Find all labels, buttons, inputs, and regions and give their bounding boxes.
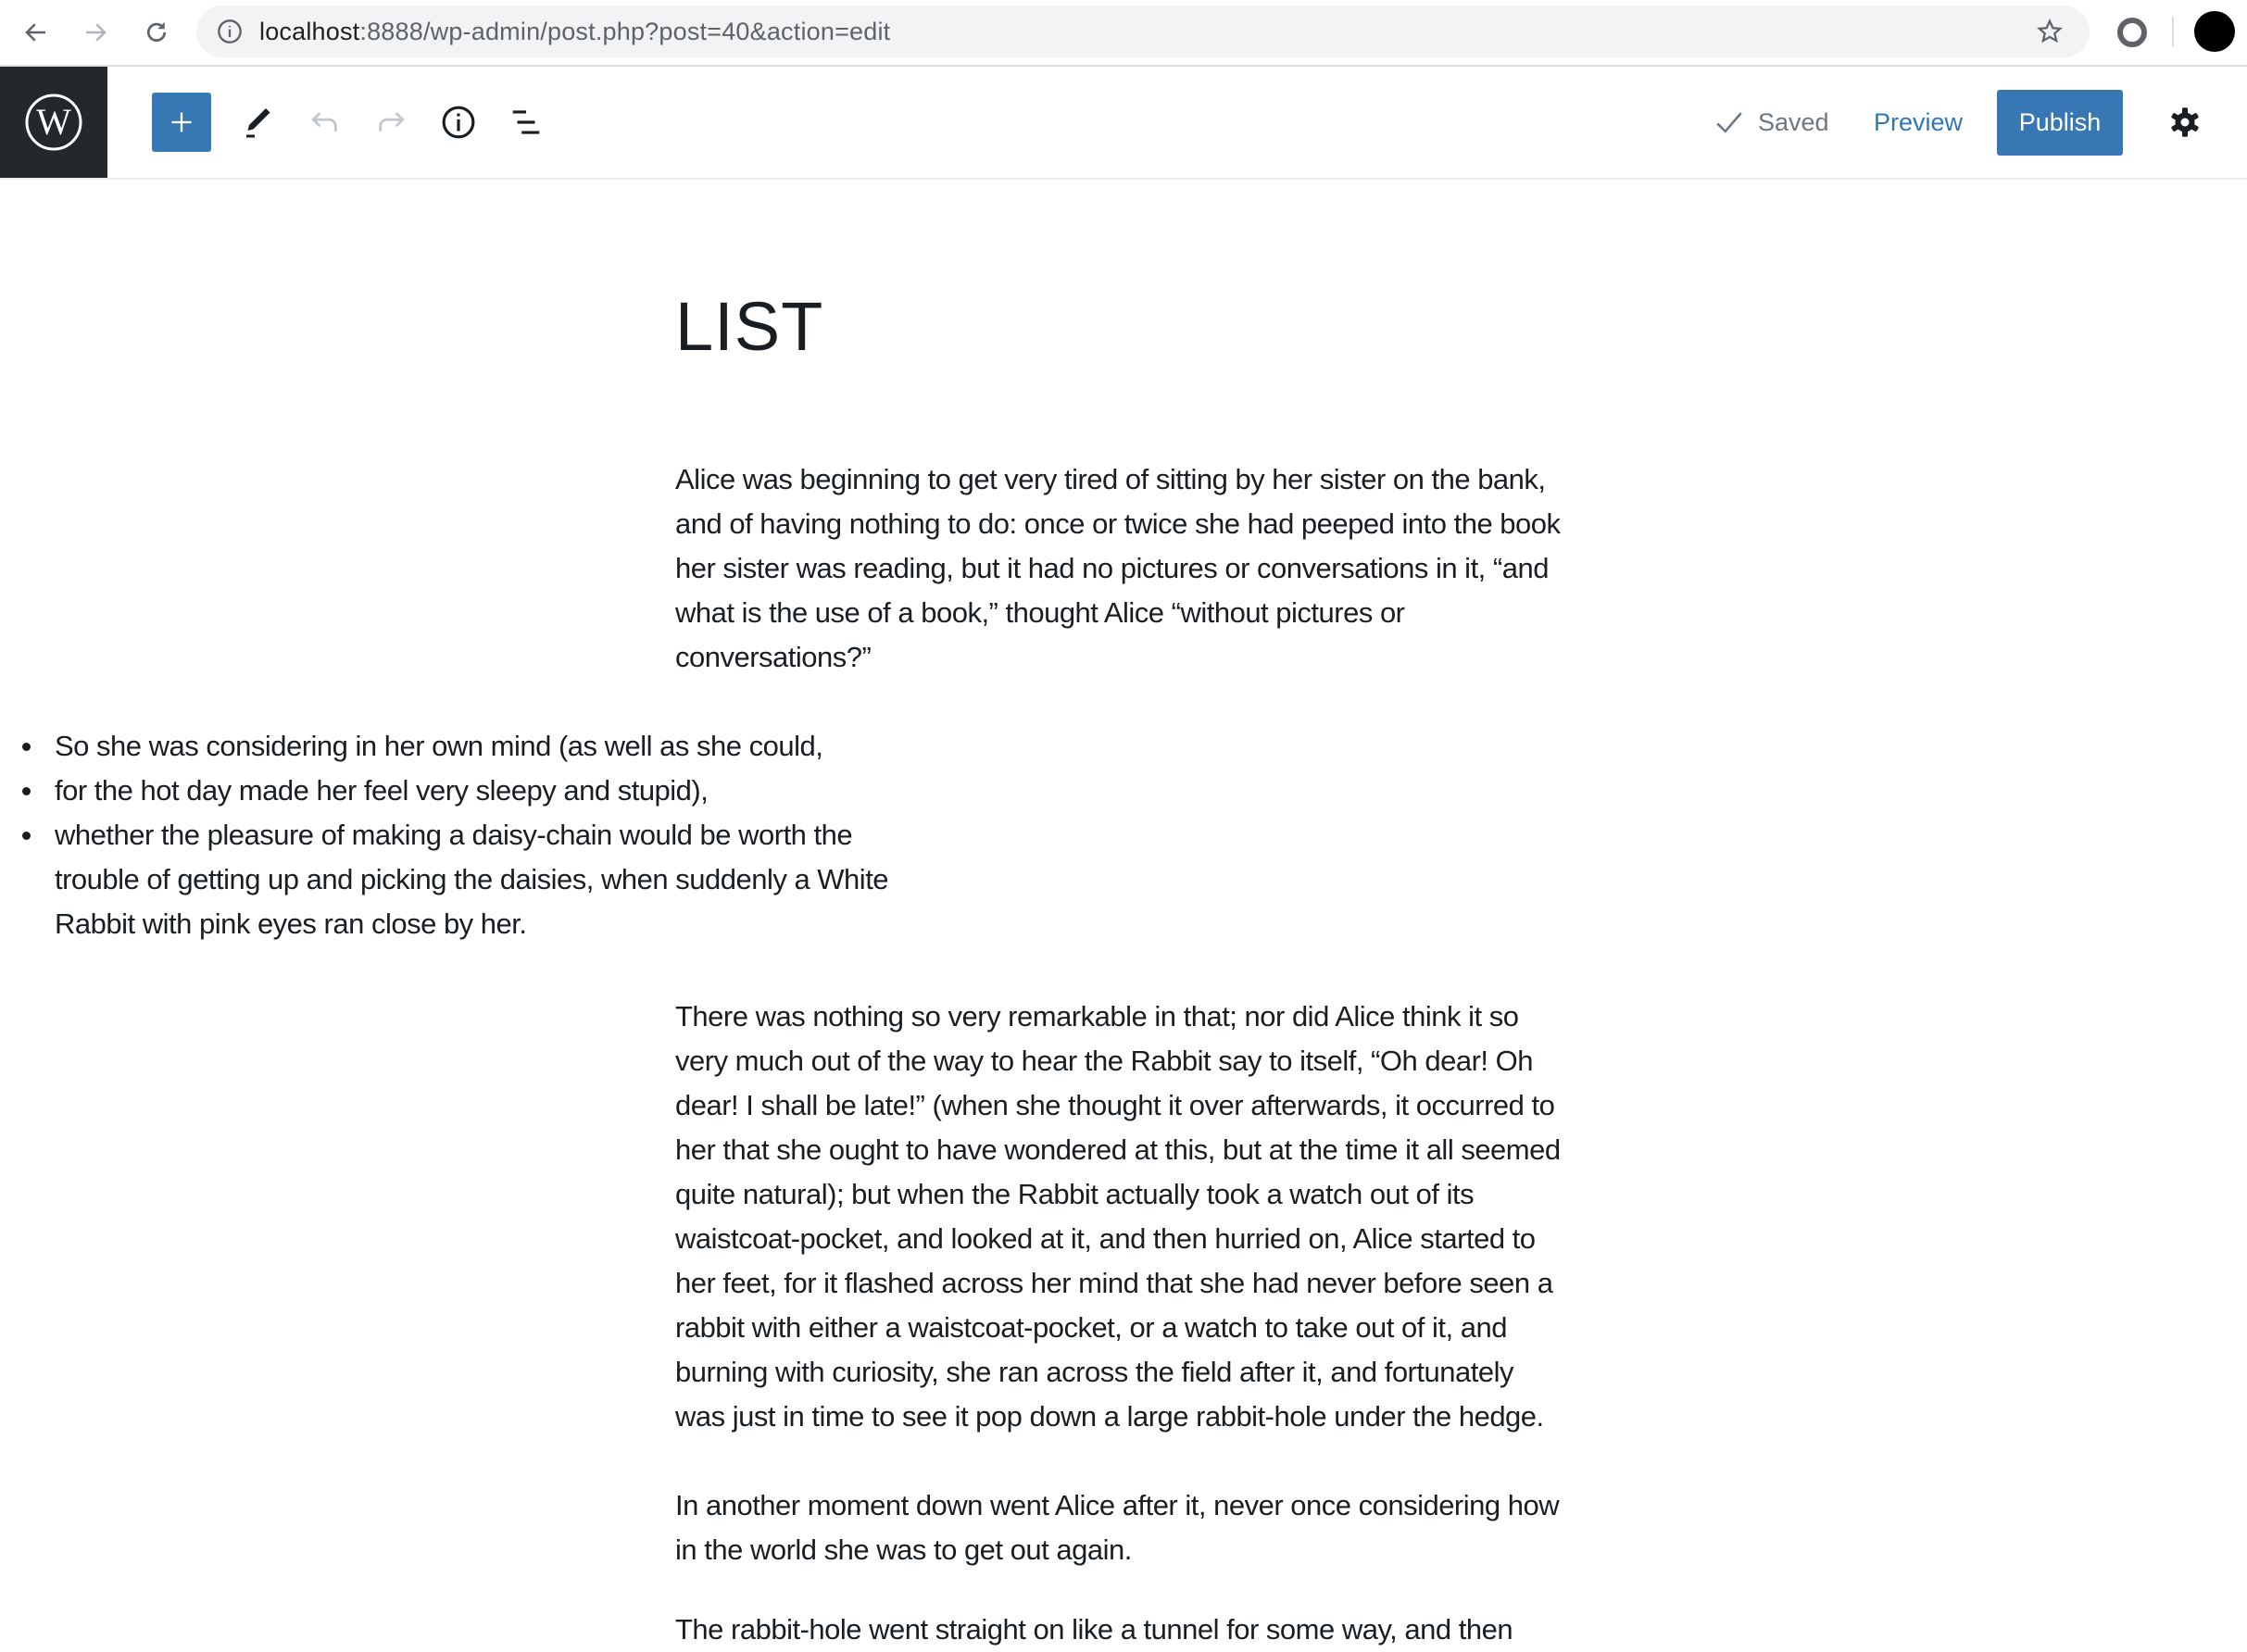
paragraph-line: was just in time to see it pop down a large rabbit-hole under the hedge.	[675, 1400, 1544, 1433]
paragraph-line: rabbit with either a waistcoat-pocket, or a watch to take out of it, and	[675, 1311, 1507, 1344]
paragraph-line: quite natural); but when the Rabbit actually took a watch out of its	[675, 1178, 1475, 1210]
paragraph-block[interactable]	[675, 1483, 1559, 1572]
paragraph-line: Alice was beginning to get very tired of sitting by her sister on the bank,	[675, 463, 1546, 495]
paragraph-line: her sister was reading, but it had no pictures or conversations in it, “and	[675, 552, 1549, 584]
info-icon[interactable]	[217, 19, 243, 44]
reload-icon	[143, 19, 170, 46]
list-item[interactable]	[19, 724, 888, 769]
divider	[2172, 17, 2174, 46]
add-block-button[interactable]	[152, 93, 211, 152]
paragraph-line: in the world she was to get out again.	[675, 1533, 1132, 1566]
paragraph-block[interactable]	[675, 1608, 1513, 1652]
check-icon	[1713, 106, 1745, 138]
list-item[interactable]	[19, 813, 888, 946]
bullet-icon	[22, 832, 31, 840]
paragraph-block[interactable]	[675, 995, 1561, 1439]
paragraph-line: very much out of the way to hear the Rabbit say to itself, “Oh dear! Oh	[675, 1045, 1533, 1077]
undo-button[interactable]	[295, 93, 355, 152]
gear-icon	[2168, 106, 2202, 139]
address-bar[interactable]	[196, 6, 2090, 57]
paragraph-line: and of having nothing to do: once or twice she had peeped into the book	[675, 507, 1561, 540]
wordpress-logo-button[interactable]	[0, 67, 107, 178]
settings-button[interactable]	[2155, 93, 2215, 152]
paragraph-line: conversations?”	[675, 641, 872, 673]
list-item-line: for the hot day made her feel very sleepy and stupid),	[55, 774, 709, 807]
plus-icon	[169, 109, 195, 135]
svg-text:W: W	[36, 101, 71, 143]
bullet-icon	[22, 743, 31, 751]
reload-button[interactable]	[137, 13, 176, 52]
profile-avatar[interactable]	[2194, 11, 2235, 52]
list-view-icon	[508, 105, 544, 140]
paragraph-line: her that she ought to have wondered at this, but at the time it all seemed	[675, 1133, 1561, 1166]
url-text[interactable]	[259, 6, 890, 57]
post-title[interactable]: LIST	[675, 288, 824, 365]
list-item-line: trouble of getting up and picking the daisies, when suddenly a White	[55, 863, 889, 895]
forward-button[interactable]	[76, 13, 115, 52]
paragraph-block[interactable]	[675, 457, 1561, 680]
arrow-left-icon	[22, 19, 50, 46]
block-navigation-button[interactable]	[496, 93, 556, 152]
arrow-right-icon	[82, 19, 109, 46]
url-path: :8888/wp-admin/post.php?post=40&action=edit	[359, 18, 891, 45]
paragraph-line: waistcoat-pocket, and looked at it, and then hurried on, Alice started to	[675, 1222, 1536, 1255]
list-item-line: So she was considering in her own mind (as well as she could,	[55, 730, 823, 762]
paragraph-line: The rabbit-hole went straight on like a tunnel for some way, and then	[675, 1613, 1513, 1646]
info-icon	[441, 105, 476, 140]
saved-indicator	[1713, 93, 1829, 152]
paragraph-line: her feet, for it flashed across her mind that she had never before seen a	[675, 1267, 1553, 1299]
list-block[interactable]	[19, 724, 888, 946]
saved-label: Saved	[1758, 107, 1829, 136]
star-icon[interactable]	[2036, 18, 2064, 45]
publish-button[interactable]: Publish	[1997, 90, 2123, 156]
bullet-icon	[22, 787, 31, 795]
paragraph-line: dear! I shall be late!” (when she thought it over afterwards, it occurred to	[675, 1089, 1555, 1121]
list-item[interactable]	[19, 769, 888, 813]
pencil-icon	[241, 106, 274, 139]
browser-toolbar	[0, 0, 2247, 67]
tools-button[interactable]	[228, 93, 287, 152]
url-host: localhost	[259, 18, 360, 45]
redo-icon	[375, 106, 407, 138]
back-button[interactable]	[17, 13, 56, 52]
redo-button[interactable]	[361, 93, 421, 152]
paragraph-line: There was nothing so very remarkable in that; nor did Alice think it so	[675, 1000, 1519, 1032]
undo-icon	[309, 106, 341, 138]
list-item-line: whether the pleasure of making a daisy-chain would be worth the	[55, 819, 853, 851]
editor-header	[0, 67, 2247, 180]
list-item-line: Rabbit with pink eyes ran close by her.	[55, 907, 527, 940]
paragraph-line: what is the use of a book,” thought Alice “without pictures or	[675, 596, 1405, 629]
preview-button[interactable]: Preview	[1874, 108, 1964, 136]
paragraph-line: burning with curiosity, she ran across the field after it, and fortunately	[675, 1356, 1513, 1388]
wordpress-icon	[24, 93, 83, 152]
paragraph-line: In another moment down went Alice after it, never once considering how	[675, 1489, 1560, 1521]
content-info-button[interactable]	[429, 93, 488, 152]
extension-icon[interactable]	[2117, 18, 2147, 47]
